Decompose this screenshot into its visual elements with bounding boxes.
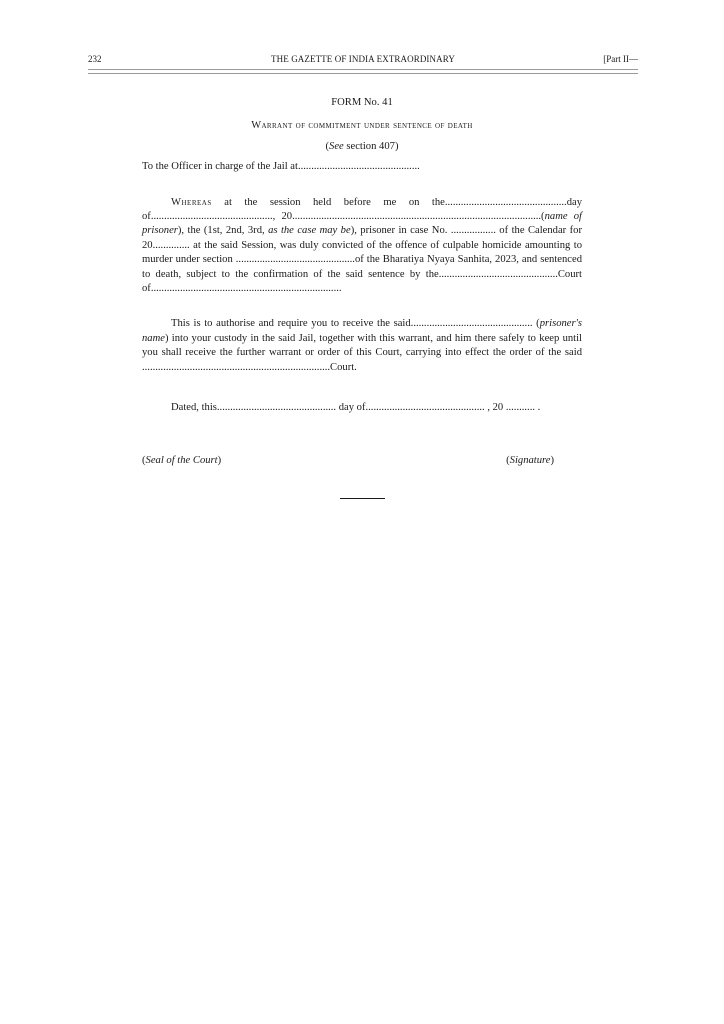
see-section: section 407) <box>343 140 399 152</box>
page-number: 232 <box>88 54 102 64</box>
part-label: [Part II— <box>603 54 638 64</box>
para2-text-1: This is to authorise and require you to receive the said.............................................. ( <box>171 318 540 330</box>
signature-text: Signature <box>509 454 551 466</box>
sig-paren-open: ( <box>506 454 510 466</box>
signature-label <box>506 454 554 468</box>
addressee-line: To the Officer in charge of the Jail at.............................................. <box>142 161 420 173</box>
form-body <box>142 96 582 469</box>
end-rule <box>340 498 385 499</box>
para1-italic-1: name of prisoner <box>142 211 582 237</box>
para1-text-3: ), prisoner in case No. ................. of the Calendar for 20.............. at the said Session, was duly convicted of the offence of culpable homicide amounting to murder under section .............................................of the Bharatiya Nyaya Sanhita, 2023, and sentenced to death, subject to the confirmation of the said sentence by the.............................................Court of........................................................................ <box>142 225 582 295</box>
seal-paren-close: ) <box>217 454 222 466</box>
dated-line: Dated, this............................................. day of............................................. , 20 ........... . <box>171 402 541 414</box>
para1-italic-2: as the case may be <box>268 225 351 237</box>
gazette-title: THE GAZETTE OF INDIA EXTRAORDINARY <box>271 54 455 64</box>
seal-paren-open: ( <box>142 454 146 466</box>
section-reference <box>142 140 582 154</box>
page-header <box>88 54 638 66</box>
para2-italic-1: prisoner's name <box>142 318 582 344</box>
whereas-paragraph <box>142 196 582 297</box>
para2-text-2: ) into your custody in the said Jail, together with this warrant, and him there safely to keep until you shall receive the further warrant or order of this Court, carrying into effect the order of the said .......................................................................Court. <box>142 332 582 373</box>
seal-label <box>142 454 221 468</box>
paren-open: ( <box>325 140 330 152</box>
whereas-word: Whereas <box>171 196 212 208</box>
sig-paren-close: ) <box>550 454 554 466</box>
form-number: FORM No. 41 <box>331 97 393 108</box>
authorise-paragraph <box>142 317 582 375</box>
para1-text-1: at the session held before me on the..............................................day of.............................................., 20..............................................................................................( <box>142 196 582 223</box>
header-rule <box>88 69 638 74</box>
see-word: See <box>329 140 344 152</box>
seal-text: Seal of the Court <box>145 454 218 466</box>
signature-row <box>142 454 582 469</box>
para1-text-2: ), the (1st, 2nd, 3rd, <box>177 225 269 237</box>
form-title: Warrant of commitment under sentence of death <box>251 120 473 132</box>
